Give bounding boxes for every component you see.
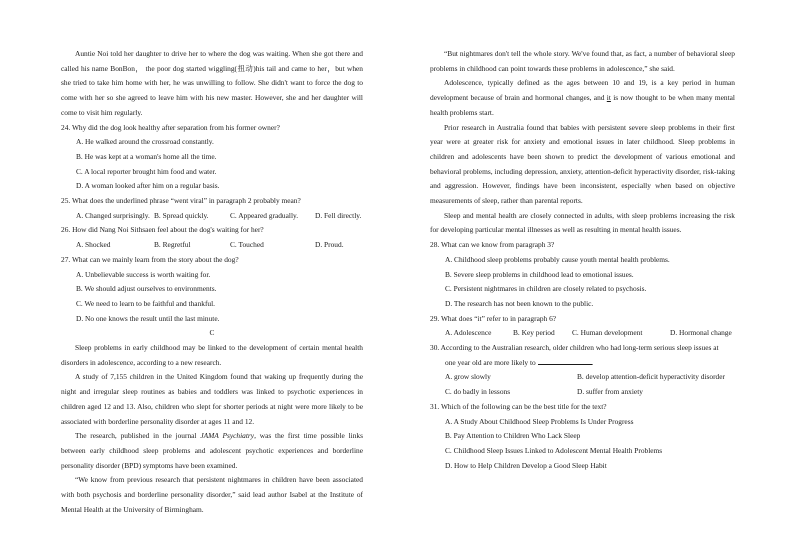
q29-option-c: C. Human development [572,328,643,338]
paragraph-c3-start: The research, published in the journal [75,431,201,441]
q25-option-d: D. Fell directly. [315,210,362,220]
q30-option-c: C. do badly in lessons [445,387,511,397]
q28-option-c: C. Persistent nightmares in children are closely related to psychosis. [445,284,647,294]
q28-option-a: A. Childhood sleep problems probably cause youth mental health problems. [445,254,670,264]
q27-option-c: C. We need to learn to be faithful and thankful. [76,298,216,308]
answer-blank [538,356,592,365]
paragraph-r2 [430,76,735,120]
question-31: 31. Which of the following can be the best title for the text? [430,401,607,411]
paragraph-r2-end: is now thought to be when many mental health problems start. [430,93,735,117]
paragraph-r2-start: Adolescence, typically defined as the ages between 10 and 19, is a key period in human development because of brain and hormonal changes, and [430,78,735,103]
paragraph-c4: “We know from previous research that persistent nightmares in children have been associated with both psychosis and borderline personality disorder,” said lead author Isabel at the Institute of Mental Health at the University of Birmingham. [61,475,363,514]
q27-option-d: D. No one knows the result until the last minute. [76,313,220,323]
journal-name: JAMA Psychiatry [200,431,255,441]
question-29: 29. What does “it” refer to in paragraph 6? [430,313,557,323]
q25-option-b: B. Spread quickly. [154,210,209,220]
q31-option-b: B. Pay Attention to Children Who Lack Sleep [445,431,581,441]
q24-option-d: D. A woman looked after him on a regular basis. [76,181,220,191]
q28-option-d: D. The research has not been known to the public. [445,298,594,308]
question-30-period: . [591,357,594,367]
q30-options-row2 [430,385,735,400]
q25-options [61,209,363,224]
q26-option-b: B. Regretful [154,240,191,250]
question-27: 27. What can we mainly learn from the story about the dog? [61,254,239,264]
question-25: 25. What does the underlined phrase “went viral” in paragraph 2 probably mean? [61,196,301,206]
question-28: 28. What can we know from paragraph 3? [430,240,555,250]
paragraph-c3 [61,429,363,473]
q26-options [61,238,363,253]
paragraph-r3: Prior research in Australia found that babies with persistent severe sleep problems in their first year were at greater risk for anxiety and emotional issues in later childhood. Sleep problems in children and adolescents have been shown to predict the development of various emotional and behavioral problems, including depression, anxiety, attention-deficit hyperactivity disorder, risk-taking and aggression. However, findings have been inconsistent, especially when based on objective measurements of sleep, rather than parental reports. [430,122,735,206]
paragraph-c1: Sleep problems in early childhood may be linked to the development of certain mental health disorders in adolescence, according to a new research. [61,343,363,367]
underlined-it: it [606,93,611,103]
paragraph-c2: A study of 7,155 children in the United Kingdom found that waking up frequently during the night and irregular sleep routines as babies and toddlers was linked to psychotic experiences in children aged 12 and 13. Also, children who slept for shorter periods at night were more likely to be associated with borderline personality disorder at ages 11 and 12. [61,372,363,426]
q29-options [430,326,735,341]
q29-option-a: A. Adolescence [445,328,492,338]
left-column [61,47,363,518]
q27-option-a: A. Unbelievable success is worth waiting for. [76,269,211,279]
q24-option-a: A. He walked around the crossroad constantly. [76,137,214,147]
q29-option-d: D. Hormonal change [670,328,732,338]
paragraph-r1: “But nightmares don't tell the whole story. We've found that, as fact, a number of behavioral sleep problems in childhood can point towards these problems in adolescence,” she said. [430,49,735,73]
question-30-line2 [430,356,735,371]
question-30-prompt: one year old are more likely to [445,357,536,367]
q28-option-b: B. Severe sleep problems in childhood lead to emotional issues. [445,269,634,279]
q30-option-a: A. grow slowly [445,372,491,382]
q30-options-row1 [430,370,735,385]
paragraph-r4: Sleep and mental health are closely connected in adults, with sleep problems increasing the risk for developing particular mental illnesses as well as resulting in mental health issues. [430,210,735,235]
q31-option-c: C. Childhood Sleep Issues Linked to Adolescent Mental Health Problems [445,445,663,455]
q29-option-b: B. Key period [513,328,555,338]
q26-option-d: D. Proud. [315,240,344,250]
q24-option-c: C. A local reporter brought him food and water. [76,166,217,176]
q24-option-b: B. He was kept at a woman's home all the time. [76,151,217,161]
paragraph-auntie-noi: Auntie Noi told her daughter to drive her to where the dog was waiting. When she got there and called his name BonBon， the poor dog started wiggling(扭动)his tail and came to her，but when she tried to take him home with her, he was unwilling to follow. She didn't want to force the dog to come with her so she agreed to leave him with his new master. However, she and her daughter will come to visit him regularly. [61,49,363,117]
q26-option-a: A. Shocked [76,240,111,250]
question-24: 24. Why did the dog look healthy after separation from his former owner? [61,122,280,132]
q30-option-b: B. develop attention-deficit hyperactivity disorder [577,372,725,382]
q31-option-d: D. How to Help Children Develop a Good Sleep Habit [445,460,607,470]
q27-option-b: B. We should adjust ourselves to environments. [76,284,217,294]
q30-option-d: D. suffer from anxiety [577,387,643,397]
question-26: 26. How did Nang Noi Sithsaen feel about the dog's waiting for her? [61,225,264,235]
q31-option-a: A. A Study About Childhood Sleep Problems Is Under Progress [445,416,634,426]
right-column [430,47,735,473]
question-30-line1: 30. According to the Australian research, older children who had long-term serious sleep issues at [430,343,719,353]
section-heading-c: C [209,328,215,338]
paragraph-c3-end: , was the first time possible links between early childhood sleep problems and adolescent psychotic experiences and borderline personality disorder (BPD) symptoms have been examined. [61,431,363,470]
q26-option-c: C. Touched [230,240,264,250]
q25-option-a: A. Changed surprisingly. [76,210,150,220]
q25-option-c: C. Appeared gradually. [230,210,299,220]
